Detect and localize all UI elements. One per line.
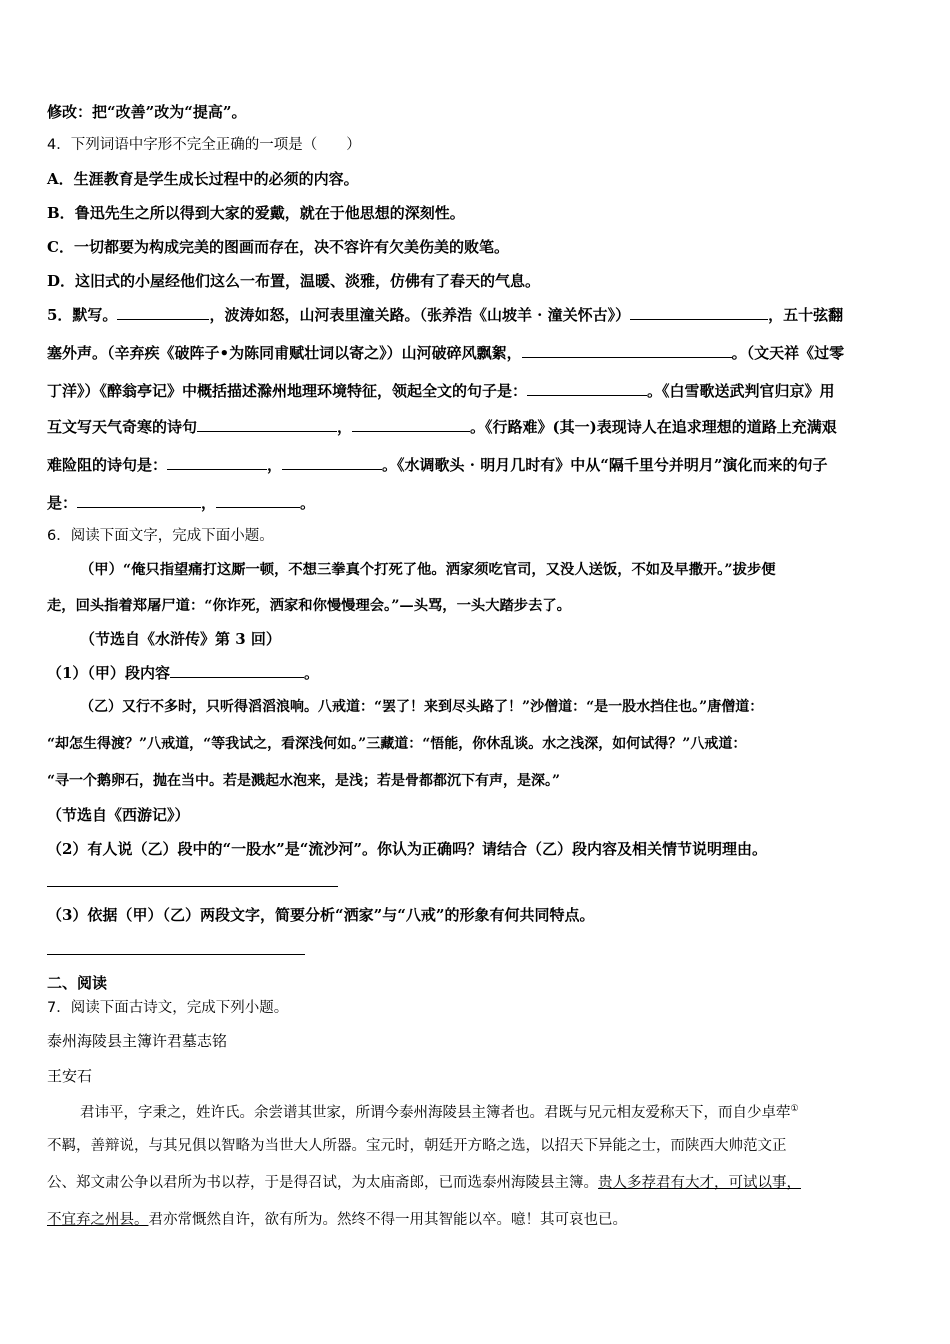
q6-yi-line-1: （乙）又行不多时，只听得滔滔浪响。八戒道：“罢了！来到尽头路了！”沙僧道：“是一股水挡住也。”唐僧道： xyxy=(80,699,764,715)
q6-sub-1-text: （1）（甲）段内容 xyxy=(47,664,170,682)
q7-passage-line-2: 不羁，善辩说，与其兄俱以智略为当世大人所器。宝元时，朝廷开方略之选，以招天下异能之士，而陕西大帅范文正 xyxy=(47,1138,787,1154)
q4-stem: 4．下列词语中字形不完全正确的一项是（ ） xyxy=(47,137,361,153)
q7-text: 君亦常慨然自许，欲有所为。然终不得一用其智能以卒。噫！其可哀也已。 xyxy=(148,1212,627,1228)
q6-sub-2-answer-line[interactable] xyxy=(47,886,338,887)
q4-option-a xyxy=(47,168,359,190)
q3-revision-line: 修改：把“改善”改为“提高”。 xyxy=(47,103,247,121)
q5-answer-blank[interactable] xyxy=(630,305,768,320)
q5-text: 是： xyxy=(47,494,78,512)
q5-text: ，波涛如怒，山河表里潼关路。（张养浩《山坡羊 · 潼关怀古》） xyxy=(209,306,631,324)
q5-text: 丁洋》）《醉翁亭记》中概括描述滁州地理环境特征，领起全文的句子是： xyxy=(47,382,528,400)
q4-option-b xyxy=(47,202,465,224)
footnote-marker: ① xyxy=(790,1104,799,1114)
q5-text: 互文写天气奇寒的诗句 xyxy=(47,418,198,436)
q5-text: 5．默写。 xyxy=(47,306,118,324)
q5-answer-blank[interactable] xyxy=(77,493,201,508)
q5-text: 难险阻的诗句是： xyxy=(47,456,168,474)
q4-option-d xyxy=(47,270,540,292)
q6-jia-line-1: （甲）“俺只指望痛打这厮一顿，不想三拳真个打死了他。洒家须吃官司，又没人送饭，不如及早撒开。”拔步便 xyxy=(80,562,776,578)
q5-answer-blank[interactable] xyxy=(167,455,267,470)
q6-sub-1-end: 。 xyxy=(303,664,319,682)
q5-text: ， xyxy=(267,456,283,474)
q5-text: ， xyxy=(201,494,217,512)
q5-answer-blank[interactable] xyxy=(352,417,470,432)
q5-text: ，五十弦翻 xyxy=(768,306,844,324)
q5-line-5 xyxy=(47,454,827,476)
q6-sub-1-blank[interactable] xyxy=(170,663,304,678)
q7-passage-line-3 xyxy=(47,1172,801,1194)
section-2-title: 二、阅读 xyxy=(47,974,108,992)
q4-option-text: 一切都要为构成完美的图画而存在，决不容许有欠美伤美的败笔。 xyxy=(73,238,509,256)
q6-sub-3: （3）依据（甲）（乙）两段文字，简要分析“洒家”与“八戒”的形象有何共同特点。 xyxy=(47,906,595,924)
q7-passage-author: 王安石 xyxy=(47,1067,93,1085)
q7-underlined-sentence: 不宜弃之州县。 xyxy=(47,1212,149,1228)
q7-text: 公、郑文肃公争以君所为书以荐，于是得召试，为太庙斋郎，已而选泰州海陵县主簿。 xyxy=(47,1175,598,1191)
q5-text: 。《行路难》(其一)表现诗人在追求理想的道路上充满艰 xyxy=(470,418,837,436)
q4-option-text: 生涯教育是学生成长过程中的必须的内容。 xyxy=(73,170,359,188)
q7-underlined-sentence: 贵人多荐君有大才，可试以事， xyxy=(598,1175,801,1191)
q7-passage-title: 泰州海陵县主簿许君墓志铭 xyxy=(47,1032,228,1050)
q5-answer-blank[interactable] xyxy=(522,343,732,358)
q5-text: 。（文天祥《过零 xyxy=(731,344,845,362)
q7-text: 君讳平，字秉之，姓许氏。余尝谱其世家，所谓今泰州海陵县主簿者也。君既与兄元相友爱称天下，而自少卓荦 xyxy=(80,1104,791,1121)
q5-answer-blank[interactable] xyxy=(197,417,337,432)
q5-text: ， xyxy=(337,418,353,436)
q5-text: 。《水调歌头 · 明月几时有》中从“隔千里兮并明月”演化而来的句子 xyxy=(382,456,828,474)
q4-option-c xyxy=(47,236,509,258)
q6-jia-source: （节选自《水浒传》第 3 回） xyxy=(80,630,281,648)
q5-answer-blank[interactable] xyxy=(216,493,300,508)
q4-option-text: 这旧式的小屋经他们这么一布置，温暖、淡雅，仿佛有了春天的气息。 xyxy=(75,272,541,290)
q5-line-2 xyxy=(47,342,844,364)
q4-option-label: D． xyxy=(47,272,76,290)
q5-text: 。 xyxy=(300,494,316,512)
q6-sub-1 xyxy=(47,662,319,684)
q4-option-label: A． xyxy=(47,170,74,188)
q6-jia-line-2: 走，回头指着郑屠尸道：“你诈死，洒家和你慢慢理会。”—头骂，一头大踏步去了。 xyxy=(47,598,571,614)
q5-answer-blank[interactable] xyxy=(282,455,382,470)
q6-sub-2: （2）有人说（乙）段中的“一股水”是“流沙河”。你认为正确吗？请结合（乙）段内容及相关情节说明理由。 xyxy=(47,840,767,858)
q5-line-4 xyxy=(47,416,837,438)
q6-yi-source: （节选自《西游记》） xyxy=(47,806,190,824)
q4-option-text: 鲁迅先生之所以得到大家的爱戴，就在于他思想的深刻性。 xyxy=(74,204,465,222)
q5-text: 。《白雪歌送武判官归京》用 xyxy=(647,382,835,400)
q5-line-3 xyxy=(47,380,835,402)
q7-stem: 7．阅读下面古诗文，完成下列小题。 xyxy=(47,1000,289,1016)
q7-passage-line-1 xyxy=(80,1098,799,1124)
q5-answer-blank[interactable] xyxy=(527,381,647,396)
q5-answer-blank[interactable] xyxy=(117,305,209,320)
q7-passage-line-4 xyxy=(47,1209,627,1231)
q6-yi-line-2: “却怎生得渡？”八戒道，“等我试之，看深浅何如。”三藏道：“悟能，你休乱谈。水之浅深，如何试得？”八戒道： xyxy=(47,736,747,752)
q6-sub-3-answer-line[interactable] xyxy=(47,954,305,955)
q4-option-label: B． xyxy=(47,204,75,222)
q5-line-6 xyxy=(47,492,315,514)
q6-yi-line-3: “寻一个鹅卵石，抛在当中。若是溅起水泡来，是浅；若是骨都都沉下有声，是深。” xyxy=(47,773,561,789)
q5-line-1 xyxy=(47,304,843,326)
q6-stem: 6．阅读下面文字，完成下面小题。 xyxy=(47,528,274,544)
q5-text: 塞外声。（辛弃疾《破阵子•为陈同甫赋壮词以寄之》）山河破碎风飘絮， xyxy=(47,344,522,362)
q4-option-label: C． xyxy=(47,238,74,256)
